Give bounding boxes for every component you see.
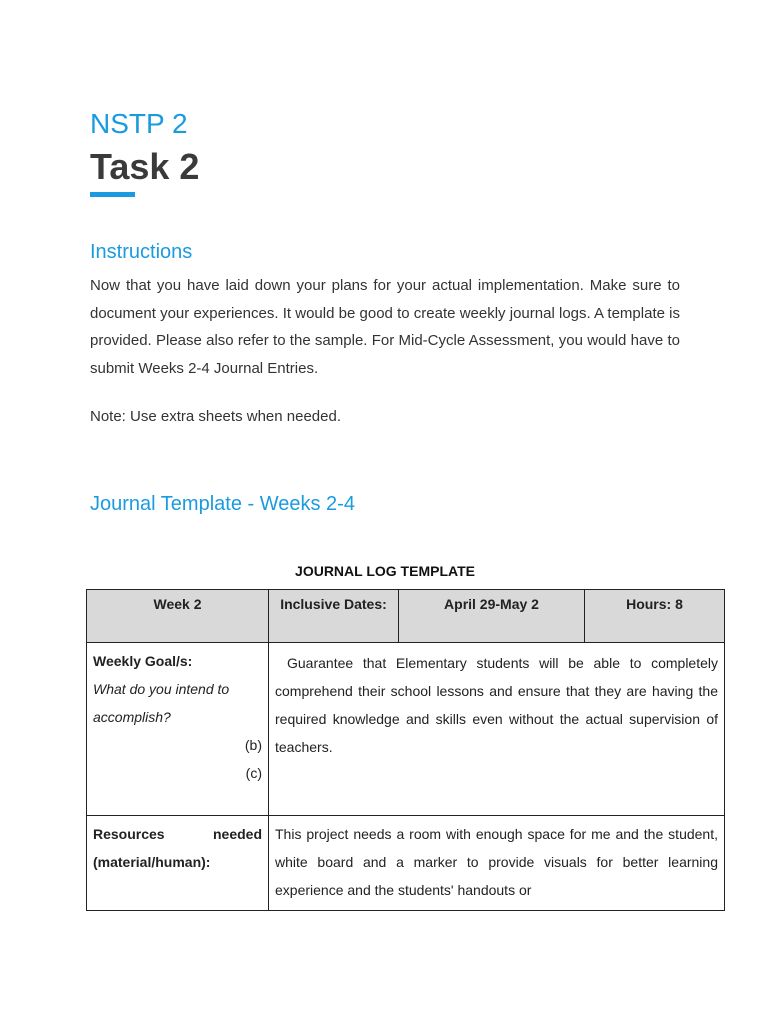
weekly-goals-label-cell [87, 643, 269, 816]
marker-c: (c) [245, 765, 262, 781]
inclusive-dates-label-cell: Inclusive Dates: [269, 590, 399, 643]
resources-row [87, 816, 725, 911]
journal-log-table [86, 589, 725, 911]
table-header-row [87, 590, 725, 643]
instructions-heading: Instructions [90, 241, 193, 263]
instructions-note: Note: Use extra sheets when needed. [90, 408, 341, 425]
resources-label-cell [87, 816, 269, 911]
title-accent-bar [90, 192, 135, 197]
marker-b: (b) [244, 737, 262, 753]
inclusive-dates-value-cell: April 29-May 2 [399, 590, 585, 643]
hours-cell: Hours: 8 [585, 590, 725, 643]
page-title: Task 2 [90, 146, 200, 187]
weekly-goals-text-cell[interactable] [269, 643, 725, 816]
resources-text-cell[interactable] [269, 816, 725, 911]
resources-text: This project needs a room with enough space for me and the student, white board and a marker to provide visuals for better learning experience and the students' handouts or [275, 826, 718, 898]
weekly-goals-row [87, 643, 725, 816]
weekly-goals-prompt: What do you intend to accomplish? [93, 681, 230, 725]
instructions-body: Now that you have laid down your plans for your actual implementation. Make sure to document your experiences. It would be good to create weekly journal logs. A template is provided. Please also refer to the sample. For Mid-Cycle Assessment, you would have to submit Weeks 2-4 Journal Entries. [90, 277, 680, 377]
week-cell: Week 2 [87, 590, 269, 643]
journal-heading: Journal Template - Weeks 2-4 [90, 493, 355, 515]
course-label: NSTP 2 [90, 108, 188, 139]
resources-label: Resources needed (material/human): [93, 826, 262, 870]
weekly-goals-text: Guarantee that Elementary students will be able to completely comprehend their school lessons and ensure that they are having the required knowledge and skills even without the actual supervision of teachers. [275, 655, 718, 755]
weekly-goals-label: Weekly Goal/s: [93, 653, 193, 669]
table-caption: JOURNAL LOG TEMPLATE [295, 563, 475, 579]
